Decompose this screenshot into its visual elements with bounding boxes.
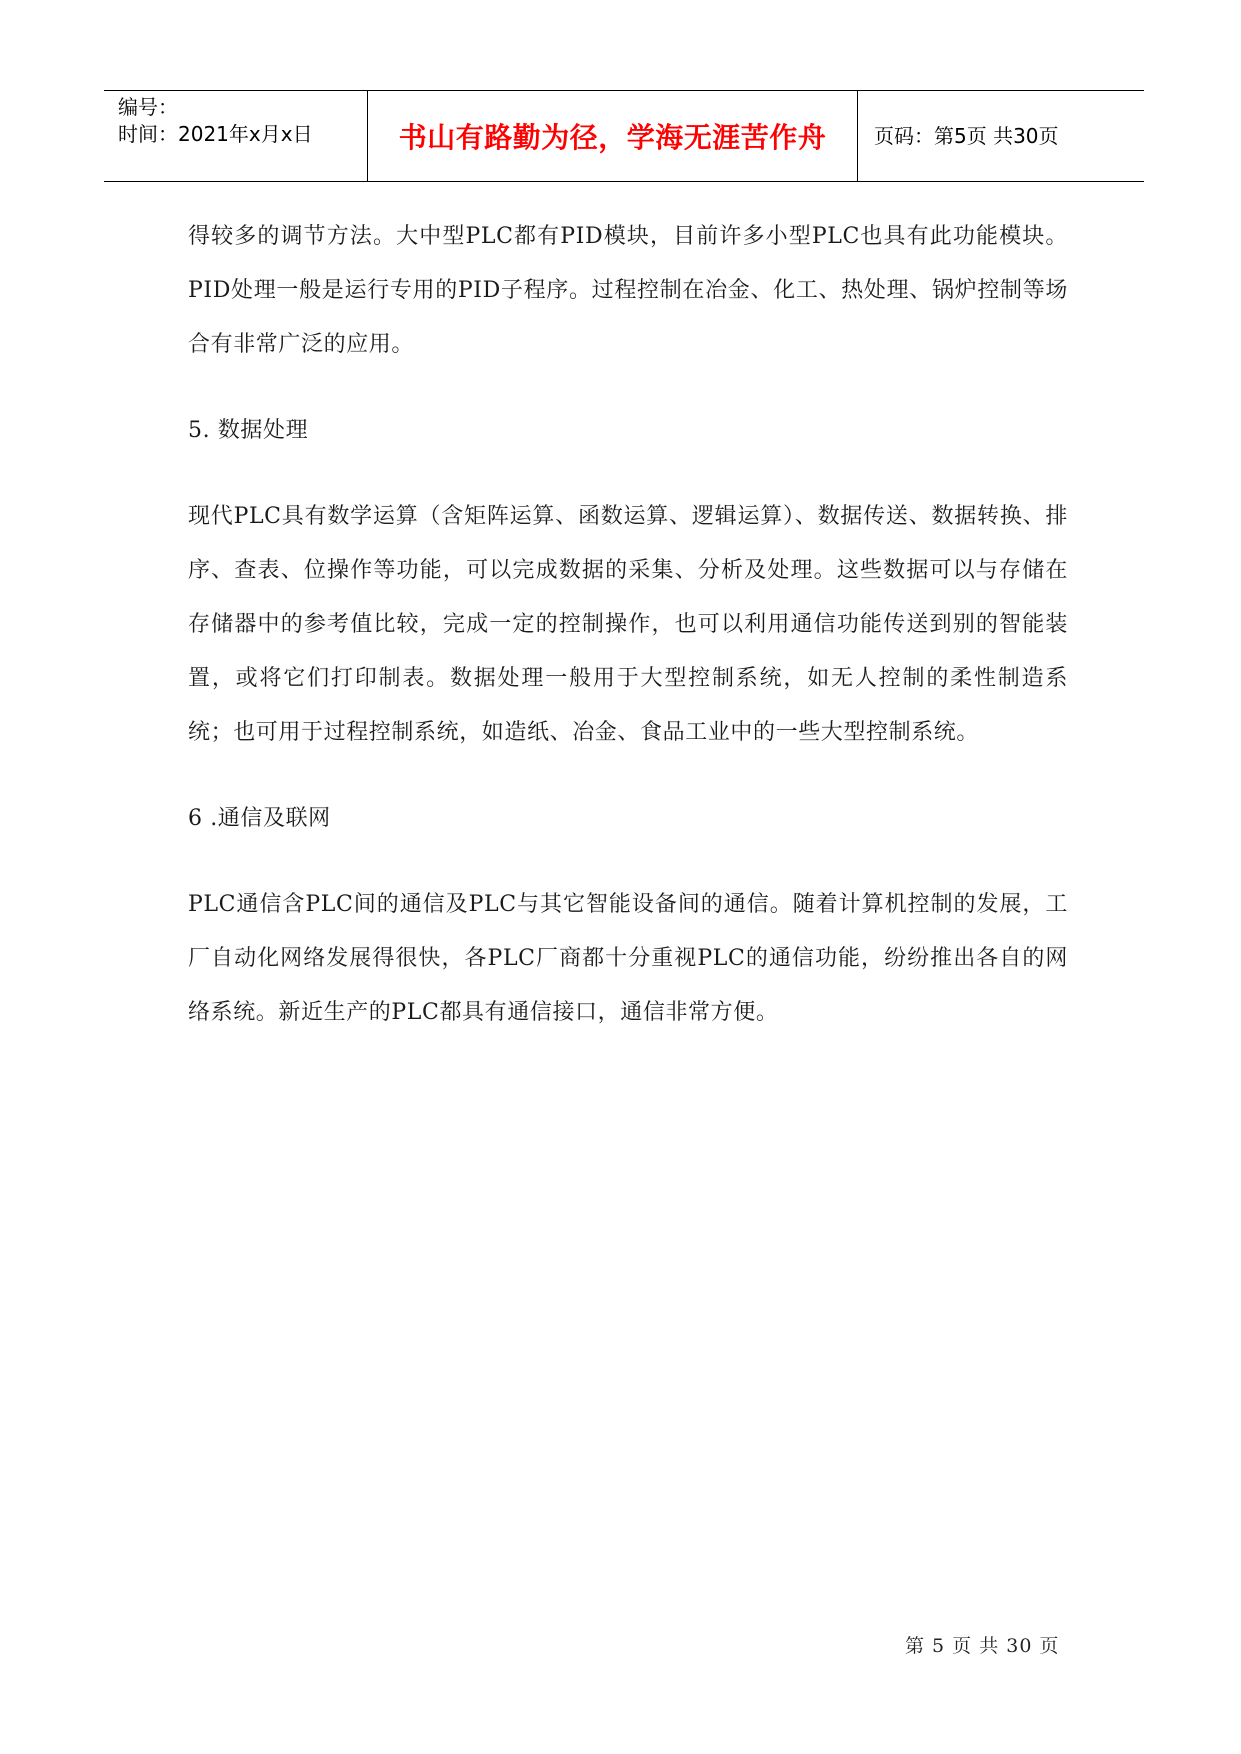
document-date-label: 时间：2021年x月x日 — [118, 122, 313, 146]
header-motto: 书山有路勤为径，学海无涯苦作舟 — [398, 121, 827, 154]
document-body — [188, 210, 1068, 1040]
section-heading-communication: 6 .通信及联网 — [188, 806, 331, 831]
header-page-info: 页码：第5页 共30页 — [874, 124, 1059, 148]
document-header — [104, 90, 1144, 182]
paragraph-spacer — [188, 846, 1068, 878]
document-number-label: 编号： — [118, 95, 178, 119]
page-footer-number: 第 5 页 共 30 页 — [905, 1635, 1060, 1657]
paragraph-spacer — [188, 760, 1068, 792]
header-meta-cell — [104, 91, 368, 181]
header-motto-cell — [368, 91, 858, 181]
body-paragraph: PLC通信含PLC间的通信及PLC与其它智能设备间的通信。随着计算机控制的发展，工厂自动化网络发展得很快，各PLC厂商都十分重视PLC的通信功能，纷纷推出各自的网络系统。新近生产的PLC都具有通信接口，通信非常方便。 — [188, 892, 1068, 1025]
body-paragraph: 得较多的调节方法。大中型PLC都有PID模块，目前许多小型PLC也具有此功能模块。PID处理一般是运行专用的PID子程序。过程控制在冶金、化工、热处理、锅炉控制等场合有非常广泛的应用。 — [188, 224, 1068, 357]
section-heading-data-processing: 5. 数据处理 — [188, 418, 309, 443]
header-page-cell — [858, 91, 1144, 181]
body-paragraph: 现代PLC具有数学运算（含矩阵运算、函数运算、逻辑运算）、数据传送、数据转换、排序、查表、位操作等功能，可以完成数据的采集、分析及处理。这些数据可以与存储在存储器中的参考值比较，完成一定的控制操作，也可以利用通信功能传送到别的智能装置，或将它们打印制表。数据处理一般用于大型控制系统，如无人控制的柔性制造系统；也可用于过程控制系统，如造纸、冶金、食品工业中的一些大型控制系统。 — [188, 504, 1068, 745]
paragraph-spacer — [188, 372, 1068, 404]
paragraph-spacer — [188, 458, 1068, 490]
